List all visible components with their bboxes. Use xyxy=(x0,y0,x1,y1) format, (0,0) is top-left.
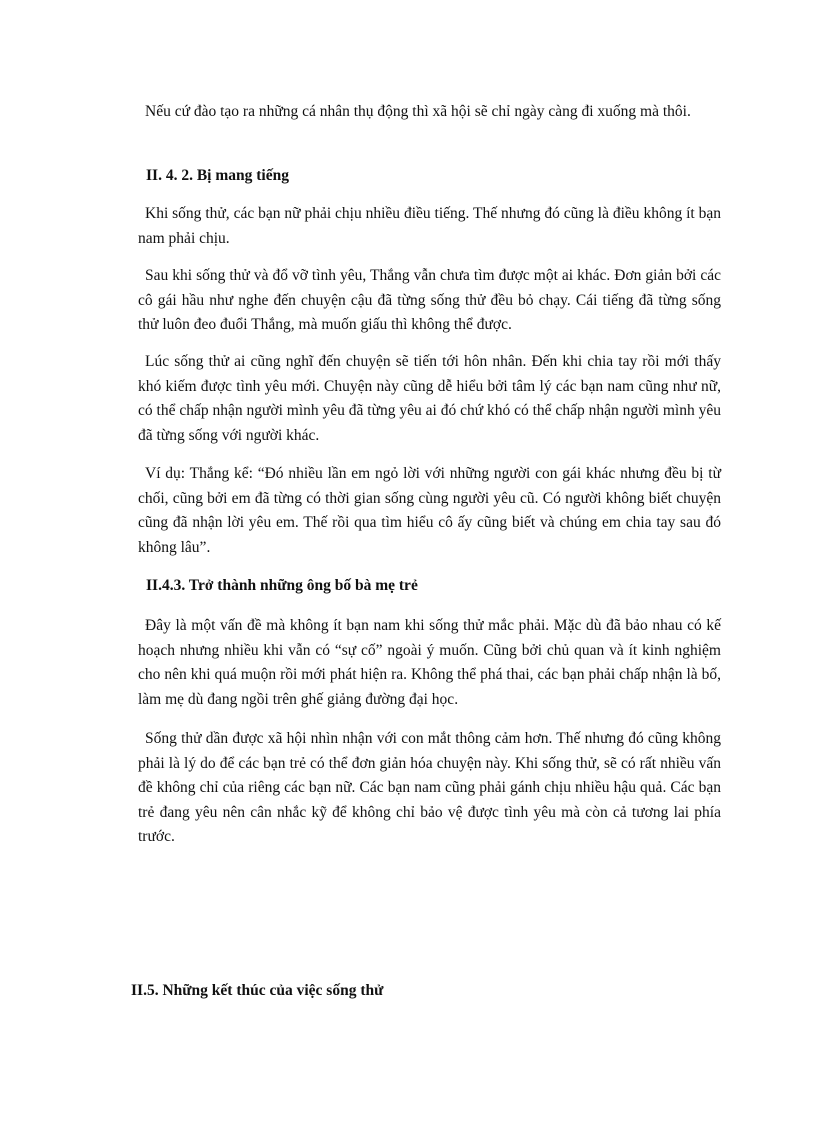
paragraph-unexpected-pregnancy: Đây là một vấn đề mà không ít bạn nam khi sống thử mắc phải. Mặc dù đã bảo nhau có kế hoạch nhưng nhiều khi vẫn có “sự cố” ngoài ý muốn. Cũng bởi chủ quan và ít kinh nghiệm cho nên khi quá muộn rồi mới phát hiện ra. Không thể phá thai, các bạn phải chấp nhận là bố, làm mẹ dù đang ngồi trên ghế giảng đường đại học. xyxy=(138,617,721,708)
paragraph-thang-story: Sau khi sống thử và đổ vỡ tình yêu, Thắng vẫn chưa tìm được một ai khác. Đơn giản bởi các cô gái hầu như nghe đến chuyện cậu đã từng sống thử đều bỏ chạy. Cái tiếng đã từng sống thử luôn đeo đuổi Thắng, mà muốn giấu thì không thể được. xyxy=(138,267,721,333)
paragraph-society-view: Sống thử dần được xã hội nhìn nhận với con mắt thông cảm hơn. Thế nhưng đó cũng không phải là lý do để các bạn trẻ có thể đơn giản hóa chuyện này. Khi sống thử, sẽ có rất nhiều vấn đề không chỉ của riêng các bạn nữ. Các bạn nam cũng phải gánh chịu nhiều hậu quả. Các bạn trẻ đang yêu nên cân nhắc kỹ để không chỉ bảo vệ được tình yêu mà còn cả tương lai phía trước. xyxy=(138,730,721,845)
section-heading-endings: II.5. Những kết thúc của việc sống thử xyxy=(131,982,384,999)
section-heading-young-parents: II.4.3. Trở thành những ông bố bà mẹ trẻ xyxy=(146,577,418,594)
paragraph-example-quote: Ví dụ: Thắng kể: “Đó nhiều lần em ngỏ lời với những người con gái khác nhưng đều bị từ chối, cũng bởi em đã từng có thời gian sống cùng người yêu cũ. Có người không biết chuyện cũng đã nhận lời yêu em. Thế rồi qua tìm hiểu cô ấy cũng biết và chúng em chia tay sau đó không lâu”. xyxy=(138,465,721,556)
paragraph-marriage-expectation: Lúc sống thử ai cũng nghĩ đến chuyện sẽ tiến tới hôn nhân. Đến khi chia tay rồi mới thấy khó kiếm được tình yêu mới. Chuyện này cũng dễ hiểu bởi tâm lý các bạn nam cũng như nữ, có thể chấp nhận người mình yêu đã từng yêu ai đó chứ khó có thể chấp nhận người mình yêu đã từng sống với người khác. xyxy=(138,353,721,444)
section-heading-bad-reputation: II. 4. 2. Bị mang tiếng xyxy=(146,167,289,184)
paragraph-girls-gossip: Khi sống thử, các bạn nữ phải chịu nhiều điều tiếng. Thế nhưng đó cũng là điều không ít bạn nam phải chịu. xyxy=(138,205,721,247)
paragraph-passive-individuals: Nếu cứ đào tạo ra những cá nhân thụ động thì xã hội sẽ chỉ ngày càng đi xuống mà thôi. xyxy=(145,103,691,120)
